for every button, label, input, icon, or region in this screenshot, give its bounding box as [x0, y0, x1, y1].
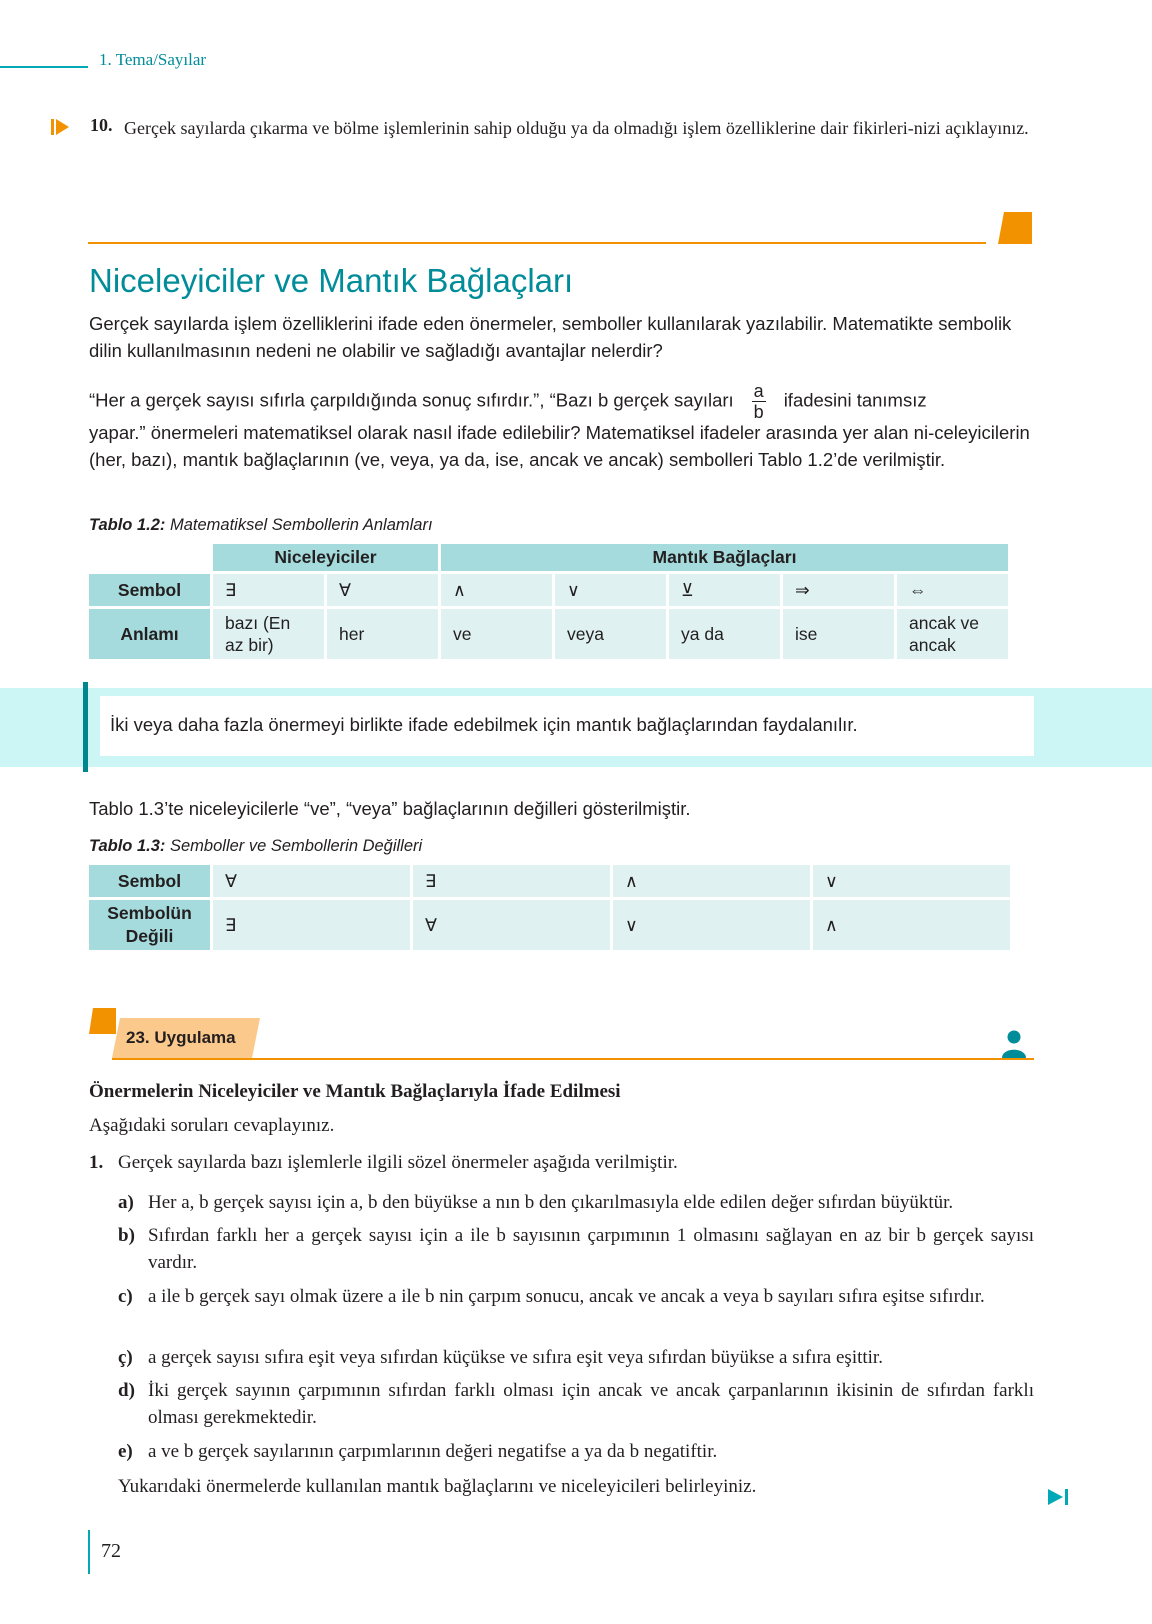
table-cell: ∃: [213, 574, 324, 606]
activity-question-text: Gerçek sayılarda bazı işlemlerle ilgili sözel önermeler aşağıda verilmiştir.: [118, 1152, 678, 1173]
section-title: Niceleyiciler ve Mantık Bağlaçları: [89, 262, 574, 299]
table1-caption: [89, 516, 433, 535]
table-group-header: Mantık Bağlaçları: [441, 544, 1008, 571]
table1-caption-label: Tablo 1.2:: [89, 516, 166, 534]
list-item-text: Her a, b gerçek sayısı için a, b den büyükse a nın b den çıkarılmasıyla elde edilen değer sıfırdan büyüktür.: [148, 1192, 954, 1213]
fraction-denominator: b: [753, 402, 764, 422]
list-item: [118, 1283, 1034, 1310]
table-cell: her: [327, 609, 438, 659]
paragraph-question-start: “Her a gerçek sayısı sıfırla çarpıldığında sonuç sıfırdır.”, “Bazı b gerçek sayıları: [89, 389, 734, 411]
table-row-header: Sembol: [89, 865, 210, 897]
activity-rule: [112, 1058, 1034, 1060]
table-row-header: Anlamı: [89, 609, 210, 659]
table-cell: ancak ve ancak: [897, 609, 1008, 659]
info-band-accent: [83, 682, 88, 772]
table-corner: [89, 544, 210, 571]
table-cell: ∀: [413, 900, 610, 950]
paragraph-question-mid: ifadesini tanımsız: [783, 389, 927, 411]
page-number: 72: [101, 1540, 121, 1562]
table-cell: ∀: [213, 865, 410, 897]
table-cell: ∃: [413, 865, 610, 897]
list-item: [118, 1189, 1034, 1216]
table-cell: ∃: [213, 900, 410, 950]
table-group-header: Niceleyiciler: [213, 544, 438, 571]
table-cell: ya da: [669, 609, 780, 659]
fraction-a-over-b: [752, 381, 766, 422]
paragraph-table3-intro: Tablo 1.3’te niceleyicilerle “ve”, “veya” bağlaçlarının değilleri gösterilmiştir.: [89, 798, 691, 819]
activity-title: Önermelerin Niceleyiciler ve Mantık Bağlaçlarıyla İfade Edilmesi: [89, 1081, 621, 1102]
table1-caption-text: Matematiksel Sembollerin Anlamları: [170, 516, 433, 534]
table-cell: bazı (En az bir): [213, 609, 324, 659]
paragraph-question-end: yapar.” önermeleri matematiksel olarak nasıl ifade edilebilir? Matematiksel ifadeler arasında yer alan ni-celeyicilerin (her, bazı), mantık bağlaçlarının (ve, veya, ya da, ise, ancak ve ancak) sembolleri Tablo 1.2’de verilmiştir.: [89, 422, 1030, 470]
table-cell: ∨: [613, 900, 810, 950]
table-cell: ⇒: [783, 574, 894, 606]
list-item-text: a gerçek sayısı sıfıra eşit veya sıfırdan küçükse ve sıfıra eşit veya sıfırdan büyükse a sıfıra eşittir.: [148, 1347, 883, 1368]
table2-caption-text: Semboller ve Sembollerin Değilleri: [170, 837, 423, 855]
list-item-letter: e): [118, 1441, 133, 1462]
paragraph-intro: Gerçek sayılarda işlem özelliklerini ifade eden önermeler, semboller kullanılarak yazılabilir. Matematikte sembolik dilin kullanılmasının nedeni ne olabilir ve sağladığı avantajlar nelerdir?: [89, 313, 1012, 361]
list-item-text: a ile b gerçek sayı olmak üzere a ile b nin çarpım sonucu, ancak ve ancak a veya b sayıları sıfıra eşitse sıfırdır.: [148, 1286, 985, 1307]
table-cell: ⊻: [669, 574, 780, 606]
table2-caption-label: Tablo 1.3:: [89, 837, 166, 855]
table-cell: ∧: [813, 900, 1010, 950]
list-item-letter: b): [118, 1225, 135, 1246]
activity-final-instruction: Yukarıdaki önermelerde kullanılan mantık bağlaçlarını ve niceleyicileri belirleyiniz.: [118, 1476, 757, 1497]
table-cell: ∧: [441, 574, 552, 606]
next-page-icon[interactable]: [1048, 1489, 1070, 1505]
table-cell: ∨: [555, 574, 666, 606]
question-text: Gerçek sayılarda çıkarma ve bölme işlemlerinin sahip olduğu ya da olmadığı işlem özelliklerine dair fikirleri-nizi açıklayınız.: [124, 118, 1029, 138]
list-item-text: a ve b gerçek sayılarının çarpımlarının değeri negatifse a ya da b negatiftir.: [148, 1441, 718, 1462]
table-cell: ⇔: [897, 574, 1008, 606]
symbol-negation-table: [86, 862, 1013, 953]
activity-label: 23. Uygulama: [126, 1028, 236, 1047]
fraction-numerator: a: [753, 381, 764, 401]
list-item-letter: c): [118, 1286, 133, 1307]
page-number-rule: [88, 1530, 90, 1574]
table-cell: veya: [555, 609, 666, 659]
list-item: [118, 1438, 1034, 1465]
table-row-header: Sembol: [89, 574, 210, 606]
header-rule: [0, 66, 88, 68]
section-marker-icon: [998, 212, 1032, 244]
list-item-text: İki gerçek sayının çarpımının sıfırdan farklı olması için ancak ve ancak çarpanlarının ikisinin de sıfırdan farklı olması gerekmektedir.: [148, 1380, 1034, 1428]
list-item: [118, 1377, 1034, 1431]
activity-question-number: 1.: [89, 1152, 104, 1173]
table-cell: ∧: [613, 865, 810, 897]
list-item-letter: a): [118, 1192, 134, 1213]
list-item-letter: d): [118, 1380, 135, 1401]
symbols-meaning-table: [86, 541, 1011, 662]
table-cell: ise: [783, 609, 894, 659]
list-item: [118, 1344, 1034, 1371]
table-cell: ∨: [813, 865, 1010, 897]
paragraph-question-line: [89, 381, 1034, 422]
list-item-text: Sıfırdan farklı her a gerçek sayısı için a ile b sayısının çarpımının 1 olmasını sağlayan en az bir b gerçek sayısı vardır.: [148, 1225, 1034, 1273]
list-item: [118, 1222, 1034, 1276]
breadcrumb: 1. Tema/Sayılar: [99, 50, 207, 69]
play-arrow-icon: [51, 118, 69, 136]
table2-caption: [89, 837, 422, 856]
table-cell: ve: [441, 609, 552, 659]
person-icon: [1002, 1030, 1026, 1058]
table-cell: ∀: [327, 574, 438, 606]
info-text: İki veya daha fazla önermeyi birlikte ifade edebilmek için mantık bağlaçlarından faydalanılır.: [110, 714, 858, 735]
section-rule: [88, 242, 986, 244]
question-number: 10.: [90, 115, 113, 135]
table-row-header: Sembolün Değili: [89, 900, 210, 950]
activity-instruction: Aşağıdaki soruları cevaplayınız.: [89, 1115, 335, 1136]
list-item-letter: ç): [118, 1347, 133, 1368]
